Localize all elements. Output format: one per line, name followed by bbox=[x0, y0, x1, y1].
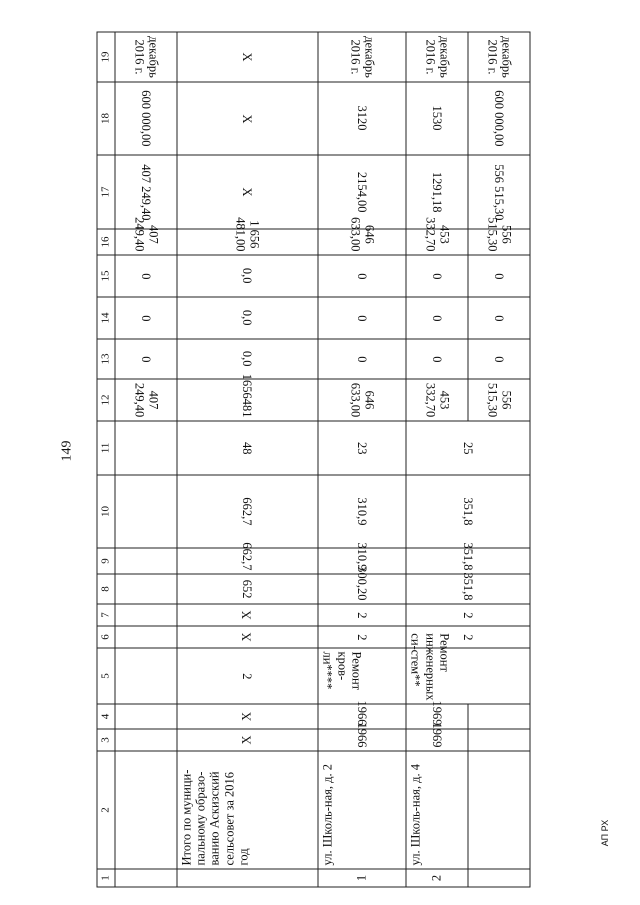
column-number: 7 bbox=[97, 604, 115, 626]
table-row bbox=[317, 32, 405, 887]
cell-text: 1969 bbox=[429, 722, 444, 747]
cell-text: 0 bbox=[354, 272, 369, 279]
cell-text: 1291,18 bbox=[429, 171, 444, 212]
table-cell bbox=[114, 475, 176, 548]
column-number: 9 bbox=[97, 548, 115, 574]
table-cell bbox=[114, 379, 176, 421]
table-cell bbox=[176, 574, 317, 604]
cell-text: 351,8 bbox=[460, 571, 475, 600]
cell-text: 1966 bbox=[354, 700, 369, 725]
table-cell bbox=[317, 648, 405, 704]
table-cell bbox=[114, 604, 176, 626]
table-cell bbox=[406, 632, 530, 704]
cell-text: 662,7 bbox=[239, 496, 254, 526]
cell-text: 662,7 bbox=[239, 541, 254, 570]
column-number: 2 bbox=[97, 751, 115, 869]
cell-text: 23 bbox=[354, 441, 369, 454]
cell-text: 453 332,70 bbox=[422, 216, 451, 251]
table-cell bbox=[176, 541, 317, 574]
table-cell bbox=[114, 751, 176, 869]
column-number: 14 bbox=[97, 297, 115, 339]
cell-text: 1656481 bbox=[239, 373, 254, 417]
cell-text: 0 bbox=[354, 314, 369, 321]
table-cell bbox=[114, 421, 176, 475]
table-cell bbox=[114, 704, 176, 729]
table-cell bbox=[317, 82, 405, 155]
cell-text: 556 515,30 bbox=[484, 382, 513, 417]
table-cell bbox=[406, 297, 468, 339]
table-cell bbox=[317, 32, 405, 82]
column-number: 5 bbox=[97, 648, 115, 704]
cell-text: 0 bbox=[354, 355, 369, 362]
cell-text: 300,20 bbox=[354, 565, 369, 600]
table-row bbox=[114, 32, 176, 887]
table-cell bbox=[406, 722, 468, 751]
cell-text: Ремонт инженерных си-стем** bbox=[408, 632, 452, 701]
cell-text: 0 bbox=[491, 272, 506, 279]
table-cell bbox=[114, 32, 176, 82]
table-cell bbox=[176, 704, 317, 729]
cell-text: 351,8 bbox=[460, 541, 475, 570]
table-cell bbox=[317, 565, 405, 604]
cell-text: X bbox=[239, 113, 254, 123]
table-cell bbox=[317, 379, 405, 421]
column-number: 12 bbox=[97, 379, 115, 421]
cell-text: 646 633,00 bbox=[347, 382, 376, 417]
cell-text: 1530 bbox=[429, 105, 444, 131]
table-cell bbox=[468, 32, 530, 82]
cell-text: 25 bbox=[460, 441, 475, 454]
table-cell bbox=[317, 604, 405, 626]
table-cell bbox=[406, 82, 468, 155]
table-row bbox=[176, 32, 317, 887]
cell-text: 556 515,30 bbox=[491, 163, 506, 220]
cell-text: 1969 bbox=[429, 700, 444, 725]
table-cell bbox=[406, 379, 468, 421]
column-number: 19 bbox=[97, 32, 115, 82]
table-cell bbox=[406, 475, 530, 548]
table-cell bbox=[176, 255, 317, 297]
cell-text: 600 000,00 bbox=[491, 89, 506, 147]
table-cell bbox=[317, 626, 405, 648]
cell-text: 48 bbox=[239, 441, 254, 454]
cell-text: 0,0 bbox=[239, 267, 254, 284]
cell-text: X bbox=[239, 609, 254, 620]
cell-text: декабрь 2016 г. bbox=[131, 35, 160, 78]
cell-text: 652 bbox=[239, 579, 254, 598]
cell-text: 407 249,40 bbox=[138, 163, 153, 220]
cell-text: X bbox=[239, 711, 254, 721]
cell-text: 2 bbox=[429, 874, 444, 881]
table-row bbox=[406, 32, 468, 887]
cell-text: 0 bbox=[491, 314, 506, 321]
cell-text: 407 249,40 bbox=[131, 382, 160, 417]
table-cell bbox=[468, 82, 530, 155]
cell-text: 0 bbox=[138, 314, 153, 321]
table-cell bbox=[406, 541, 530, 574]
cell-text: 600 000,00 bbox=[138, 89, 153, 147]
column-number: 13 bbox=[97, 339, 115, 379]
table-cell bbox=[317, 751, 405, 869]
table-cell bbox=[176, 869, 317, 887]
cell-text: 1966 bbox=[354, 722, 369, 747]
archive-stamp: АП РХ bbox=[600, 819, 611, 847]
table-cell bbox=[176, 32, 317, 82]
cell-text: 453 332,70 bbox=[422, 382, 451, 417]
column-number: 18 bbox=[97, 82, 115, 155]
cell-text: декабрь 2016 г. bbox=[347, 35, 376, 78]
cell-text: 2 bbox=[354, 611, 369, 618]
cell-text: X bbox=[239, 186, 254, 197]
cell-text: 0,0 bbox=[239, 309, 254, 326]
column-number: 10 bbox=[97, 475, 115, 548]
table-cell bbox=[176, 604, 317, 626]
column-number: 16 bbox=[97, 229, 115, 255]
table-cell bbox=[176, 626, 317, 648]
cell-text: X bbox=[239, 734, 254, 745]
table-cell bbox=[468, 255, 530, 297]
column-number: 15 bbox=[97, 255, 115, 297]
cell-text: 3120 bbox=[354, 105, 369, 131]
table-cell bbox=[176, 216, 317, 255]
column-number: 4 bbox=[97, 704, 115, 729]
table-cell bbox=[114, 648, 176, 704]
table-cell bbox=[406, 604, 530, 626]
cell-text: Итого по муници-пальному образо-ванию Аскизский сельсовет за 2016 год bbox=[178, 769, 251, 865]
cell-text: ул. Школь-ная, д. 4 bbox=[408, 763, 423, 865]
cell-text: 351,8 bbox=[460, 496, 475, 526]
cell-text: 0 bbox=[429, 355, 444, 362]
column-number: 11 bbox=[97, 421, 115, 475]
table-cell bbox=[114, 339, 176, 379]
table-cell bbox=[114, 155, 176, 229]
table-cell bbox=[468, 869, 530, 887]
table-cell bbox=[176, 648, 317, 704]
table-cell bbox=[406, 869, 468, 887]
table-cell bbox=[317, 339, 405, 379]
table-cell bbox=[176, 297, 317, 339]
repair-cost-table bbox=[96, 31, 530, 887]
cell-text: декабрь 2016 г. bbox=[484, 35, 513, 78]
table-cell bbox=[406, 700, 468, 729]
table-cell bbox=[468, 751, 530, 869]
column-number: 8 bbox=[97, 574, 115, 604]
table-cell bbox=[114, 729, 176, 751]
column-number: 3 bbox=[97, 729, 115, 751]
table-cell bbox=[317, 722, 405, 751]
table-cell bbox=[176, 475, 317, 548]
column-number: 1 bbox=[97, 869, 115, 887]
column-number: 17 bbox=[97, 155, 115, 229]
table-cell bbox=[468, 216, 530, 255]
table-cell bbox=[406, 339, 468, 379]
table-cell bbox=[317, 421, 405, 475]
table-cell bbox=[114, 626, 176, 648]
table-cell bbox=[317, 541, 405, 574]
table-cell bbox=[114, 255, 176, 297]
table-cell bbox=[406, 571, 530, 604]
cell-text: 2 bbox=[460, 611, 475, 618]
table-cell bbox=[176, 751, 317, 869]
table-cell bbox=[406, 751, 468, 869]
table-cell bbox=[317, 869, 405, 887]
table-cell bbox=[317, 700, 405, 729]
cell-text: декабрь 2016 г. bbox=[422, 35, 451, 78]
cell-text: 2154,00 bbox=[354, 171, 369, 212]
table-cell bbox=[406, 255, 468, 297]
table-cell bbox=[317, 216, 405, 255]
table-cell bbox=[176, 373, 317, 421]
table-cell bbox=[114, 297, 176, 339]
rotated-table-container bbox=[96, 35, 530, 887]
cell-text: 2 bbox=[460, 633, 475, 640]
cell-text: 0,0 bbox=[239, 350, 254, 367]
cell-text: 1 bbox=[354, 874, 369, 881]
table-wrapper bbox=[96, 35, 530, 887]
table-cell bbox=[114, 869, 176, 887]
table-cell bbox=[114, 548, 176, 574]
table-cell bbox=[176, 421, 317, 475]
table-cell bbox=[317, 297, 405, 339]
table-cell bbox=[468, 155, 530, 229]
table-cell bbox=[406, 32, 468, 82]
page-number: 149 bbox=[59, 440, 75, 462]
table-cell bbox=[468, 297, 530, 339]
cell-text: 0 bbox=[429, 272, 444, 279]
table-cell bbox=[468, 339, 530, 379]
cell-text: 646 633,00 bbox=[347, 216, 376, 251]
table-cell bbox=[468, 704, 530, 729]
table-cell bbox=[468, 729, 530, 751]
cell-text: X bbox=[239, 631, 254, 642]
cell-text: 0 bbox=[138, 355, 153, 362]
cell-text: 310,9 bbox=[354, 496, 369, 526]
cell-text: 556 515,30 bbox=[484, 216, 513, 251]
table-cell bbox=[114, 82, 176, 155]
cell-text: 0 bbox=[138, 272, 153, 279]
cell-text: 2 bbox=[354, 633, 369, 640]
cell-text: 407 249,40 bbox=[131, 216, 160, 251]
table-cell bbox=[176, 82, 317, 155]
table-cell bbox=[176, 729, 317, 751]
cell-text: 1 656 481,00 bbox=[232, 216, 262, 251]
table-cell bbox=[468, 379, 530, 421]
table-cell bbox=[114, 216, 176, 255]
cell-text: Ремонт кров-ли**** bbox=[320, 651, 363, 690]
cell-text: ул. Школь-ная, д. 2 bbox=[319, 763, 334, 865]
column-number-row bbox=[97, 32, 115, 887]
table-cell bbox=[114, 574, 176, 604]
cell-text: 0 bbox=[491, 355, 506, 362]
table-cell bbox=[176, 339, 317, 379]
table-cell bbox=[317, 475, 405, 548]
cell-text: 0 bbox=[429, 314, 444, 321]
column-number: 6 bbox=[97, 626, 115, 648]
table-cell bbox=[317, 255, 405, 297]
cell-text: 2 bbox=[239, 672, 254, 679]
table-cell bbox=[406, 216, 468, 255]
cell-text: X bbox=[239, 51, 254, 62]
cell-text: 310,9 bbox=[354, 541, 369, 570]
table-cell bbox=[406, 421, 530, 475]
